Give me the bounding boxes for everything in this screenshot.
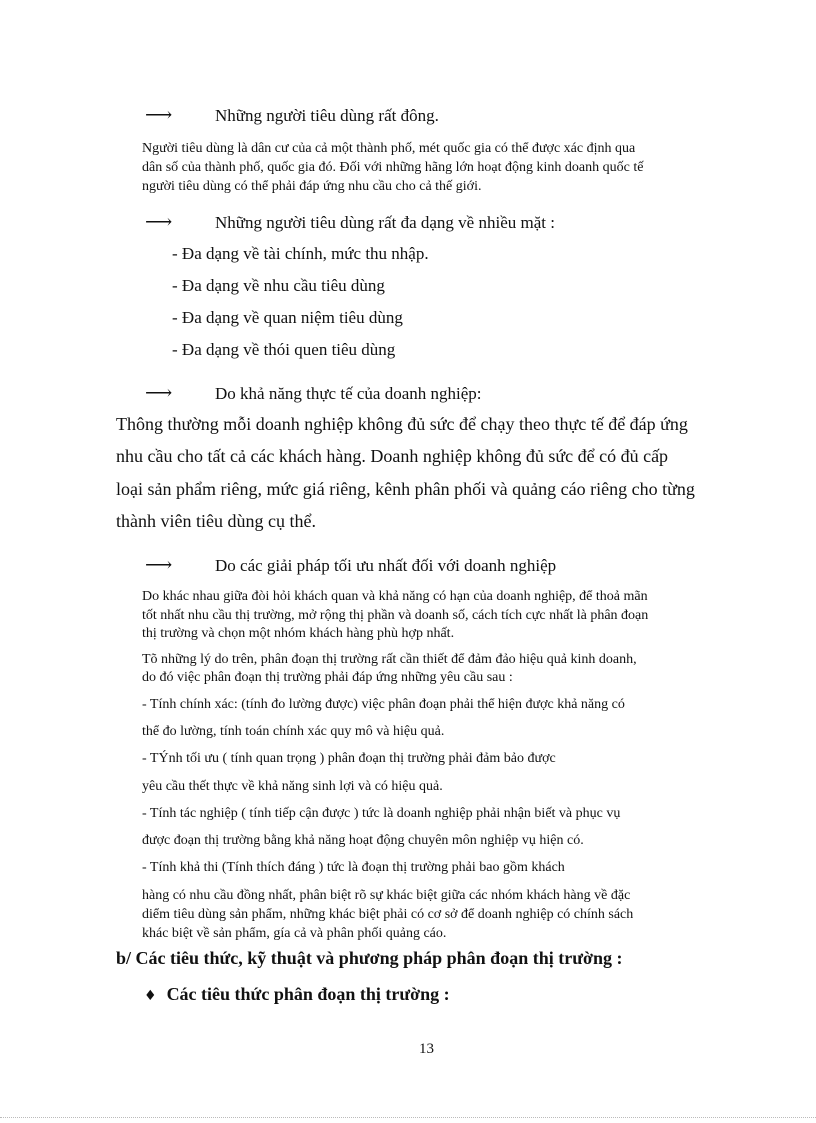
arrow-icon: ⟶ bbox=[145, 212, 173, 233]
subheading-text: Các tiêu thức phân đoạn thị trường : bbox=[166, 984, 450, 1004]
requirement-line: diểm tiêu dùng sản phẩm, những khác biệt phải có cơ sở để doanh nghiệp có chính sách bbox=[142, 907, 634, 922]
subheading bbox=[144, 984, 450, 1005]
section-heading-1 bbox=[145, 104, 439, 127]
paragraph-line: thị trường và chọn một nhóm khách hàng phù hợp nhất. bbox=[142, 626, 455, 641]
paragraph-line: người tiêu dùng có thể phải đáp ứng nhu cầu cho cả thế giới. bbox=[142, 179, 482, 194]
bottom-divider bbox=[0, 1117, 816, 1118]
requirement-line: yêu cầu thết thực về khả năng sinh lợi và có hiệu quả. bbox=[142, 779, 443, 794]
requirement-line: - Tính khả thi (Tính thích đáng ) tức là đoạn thị trường phải bao gồm khách bbox=[142, 860, 565, 875]
arrow-icon: ⟶ bbox=[145, 383, 173, 404]
requirement-line: khác biệt về sản phẩm, gía cả và phân phối quảng cáo. bbox=[142, 926, 447, 941]
section-heading-text: Những người tiêu dùng rất đa dạng về nhiều mặt : bbox=[215, 213, 555, 232]
paragraph-line: loại sản phẩm riêng, mức giá riêng, kênh phân phối và quảng cáo riêng cho từng bbox=[116, 479, 695, 499]
section-heading-text: Những người tiêu dùng rất đông. bbox=[215, 106, 439, 125]
diamond-bullet-icon: ♦ bbox=[144, 988, 157, 1004]
requirement-line: - Tính chính xác: (tính đo lường được) việc phân đoạn phải thể hiện được khả năng có bbox=[142, 697, 625, 712]
section-heading-4 bbox=[145, 554, 556, 577]
requirement-line: thể đo lường, tính toán chính xác quy mô và hiệu quả. bbox=[142, 724, 445, 739]
section-b-heading: b/ Các tiêu thức, kỹ thuật và phương pháp phân đoạn thị trường : bbox=[116, 948, 623, 968]
requirement-line: được đoạn thị trường bằng khả năng hoạt động chuyên môn nghiệp vụ hiện có. bbox=[142, 833, 584, 848]
paragraph-line: Thông thường mỗi doanh nghiệp không đủ sức để chạy theo thực tế để đáp ứng bbox=[116, 414, 688, 434]
paragraph-line: nhu cầu cho tất cả các khách hàng. Doanh nghiệp không đủ sức để có đủ cấp bbox=[116, 446, 669, 466]
paragraph-line: tốt nhất nhu cầu thị trường, mở rộng thị phần và doanh số, cách tích cực nhất là phân đoạn bbox=[142, 608, 649, 623]
requirement-line: - TÝnh tối ưu ( tính quan trọng ) phân đoạn thị trường phải đảm bảo được bbox=[142, 751, 556, 766]
paragraph-line: thành viên tiêu dùng cụ thể. bbox=[116, 511, 316, 531]
arrow-icon: ⟶ bbox=[145, 105, 173, 126]
list-item: - Đa dạng về tài chính, mức thu nhập. bbox=[172, 244, 429, 263]
paragraph-line: Người tiêu dùng là dân cư của cả một thành phố, mét quốc gia có thể được xác định qua bbox=[142, 141, 636, 156]
paragraph-line: Tõ những lý do trên, phân đoạn thị trường rất cần thiết để đảm đảo hiệu quả kinh doanh, bbox=[142, 652, 637, 667]
paragraph-line: dân số của thành phố, quốc gia đó. Đối với những hãng lớn hoạt động kinh doanh quốc tế bbox=[142, 160, 644, 175]
section-heading-text: Do khả năng thực tế của doanh nghiệp: bbox=[215, 384, 482, 403]
requirement-line: hàng có nhu cầu đồng nhất, phân biệt rõ sự khác biệt giữa các nhóm khách hàng về đặc bbox=[142, 888, 631, 903]
page-number: 13 bbox=[419, 1041, 434, 1057]
section-heading-text: Do các giải pháp tối ưu nhất đối với doanh nghiệp bbox=[215, 556, 557, 575]
paragraph-line: Do khác nhau giữa đòi hỏi khách quan và khả năng có hạn của doanh nghiệp, để thoả mãn bbox=[142, 589, 648, 604]
list-item: - Đa dạng về nhu cầu tiêu dùng bbox=[172, 276, 385, 295]
arrow-icon: ⟶ bbox=[145, 555, 173, 576]
list-item: - Đa dạng về thói quen tiêu dùng bbox=[172, 340, 396, 359]
list-item: - Đa dạng về quan niệm tiêu dùng bbox=[172, 308, 403, 327]
section-heading-2 bbox=[145, 211, 555, 234]
requirement-line: - Tính tác nghiệp ( tính tiếp cận được ) tức là doanh nghiệp phải nhận biết và phục vụ bbox=[142, 806, 621, 821]
section-heading-3 bbox=[145, 382, 482, 405]
paragraph-line: do đó việc phân đoạn thị trường phải đáp ứng những yêu cầu sau : bbox=[142, 670, 513, 685]
